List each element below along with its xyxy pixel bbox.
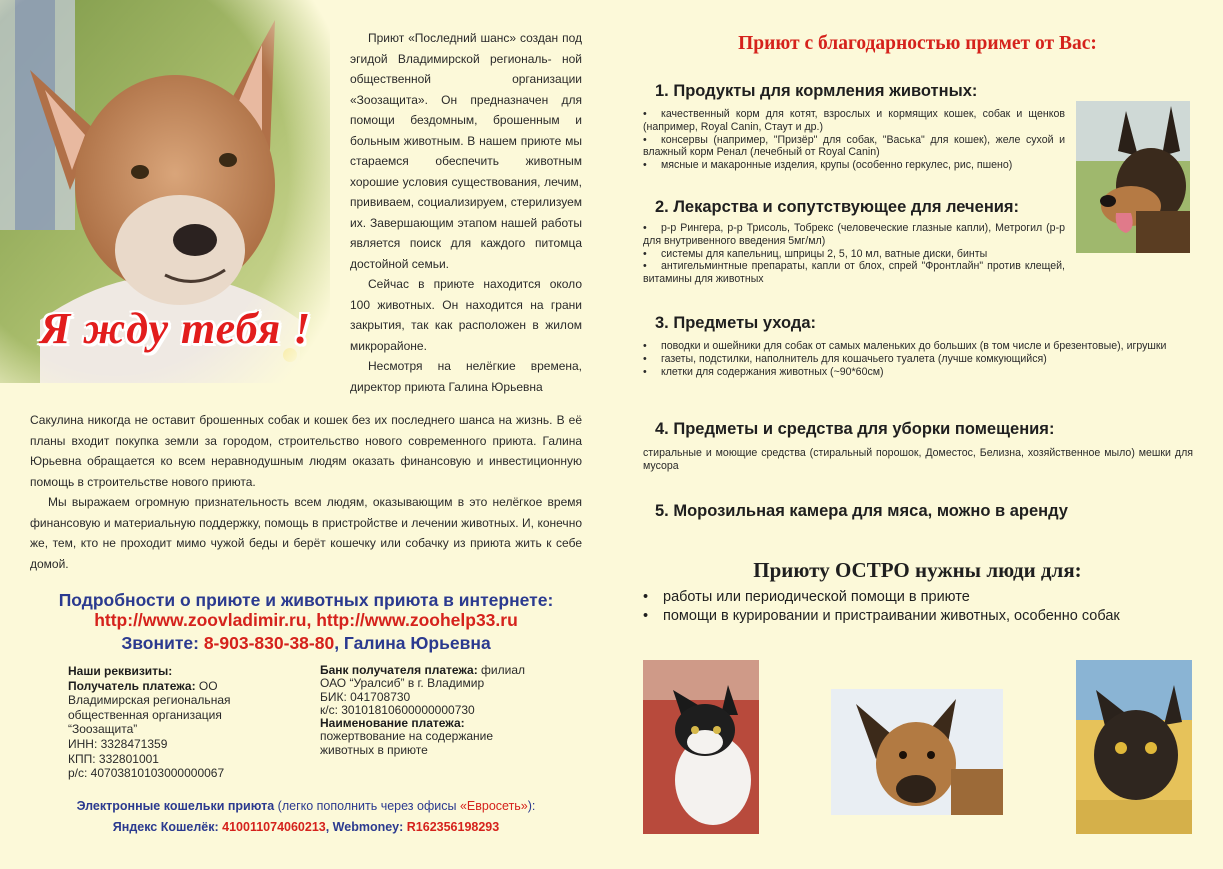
black-cat-illustration (1076, 660, 1192, 834)
section-3-title: 3. Предметы ухода: (655, 314, 817, 332)
intro-paragraph-2: Сейчас в приюте находится около 100 животных. Он находится на грани закрытия, так как расположен в жилом микрорайоне. (350, 277, 582, 353)
list-item: • антигельминтные препараты, капли от блох, спрей "Фронтлайн" против клещей, витамины для животных (643, 260, 1065, 286)
bank-value: филиал (477, 663, 526, 677)
call-line (0, 633, 612, 654)
intro-paragraph-1: Приют «Последний шанс» создан под эгидой Владимирской региональ- ной общественной организации «Зоозащита». Он предназначен для помощи бездомным, брошенным и больным животным. В нашем приюте мы стараемся обеспечить животным хорошие условия существования, лечим, прививаем, социализируем, стерилизуем их. Завершающим этапом нашей работы является поиск для каждого питомца достойной семьи. (350, 31, 582, 271)
list-item: • консервы (например, "Призёр" для собак, "Васька" для кошек), желе сухой и влажный корм Ренал (лечебный от Royal Canin) (643, 133, 1065, 159)
requisites-left (68, 664, 298, 781)
list-item: • качественный корм для котят, взрослых и кормящих кошек, собак и щенков (например, Royal Canin, Стаут и др.) (643, 108, 1065, 133)
section-2-list (643, 222, 1065, 286)
account-value: р/с: 40703810103000000067 (68, 766, 225, 781)
bik-value: БИК: 041708730 (320, 689, 411, 704)
list-item: • мясные и макаронные изделия, крупы (особенно геркулес, рис, пшено) (643, 159, 1013, 172)
list-item: • системы для капельниц, шприцы 2, 5, 10 мл, ватные диски, бинты (643, 247, 988, 260)
corr-account-value: к/с: 30101810600000000730 (320, 702, 475, 717)
intro-text (350, 28, 582, 397)
shepherd-dog-photo (1076, 101, 1190, 253)
bank-label: Банк получателя платежа: (320, 663, 478, 677)
bank-value-line2: ОАО “Уралсиб” в г. Владимир (320, 676, 485, 691)
inn-value: ИНН: 3328471359 (68, 736, 168, 751)
section-1-list (643, 108, 1065, 172)
internet-heading: Подробности о приюте и животных приюта в интернете: (58, 590, 554, 610)
section-3-list (643, 340, 1193, 378)
payee-value-line4: “Зоозащита” (68, 722, 138, 737)
donations-heading: Приют с благодарностью примет от Вас: (738, 33, 1097, 54)
purpose-label: Наименование платежа: (320, 716, 465, 731)
contact-name: , Галина Юрьевна (334, 633, 491, 653)
list-item: • р-р Рингера, р-р Трисоль, Тобрекс (человеческие глазные капли), Метрогил (р-р для внутривенного введения 5мг/мл) (643, 222, 1065, 247)
wallets-values: Яндекс Кошелёк: 410011074060213, Webmoney: R162356198293 (112, 820, 500, 834)
purpose-value-line2: животных в приюте (320, 742, 428, 757)
volunteers-list (643, 588, 1203, 626)
cat-illustration (643, 660, 759, 834)
volunteers-heading: Приюту ОСТРО нужны люди для: (753, 558, 1082, 582)
kpp-value: КПП: 332801001 (68, 751, 159, 766)
payee-value: ОО (195, 678, 218, 693)
section-2-title: 2. Лекарства и сопутствующее для лечения: (655, 198, 1020, 216)
paragraph-thanks: Мы выражаем огромную признательность всем людям, оказывающим в это нелёгкое время финансовую и материальную поддержку, помощь в пристройстве и лечении животных. И, конечно же, тем, кто не проходит мимо чужой беды и берёт кошечку или собачку из приюта жить к себе домой. (30, 495, 582, 571)
list-item: • помощи в курировании и пристраивании животных, особенно собак (643, 608, 1120, 624)
list-item: • газеты, подстилки, наполнитель для кошачьего туалета (лучше комкующийся) (643, 352, 1047, 365)
website-links[interactable]: http://www.zoovladimir.ru, http://www.zoohelp33.ru (94, 610, 518, 630)
cat-black-photo (1076, 660, 1192, 834)
payee-value-line2: Владимирская региональная (68, 693, 231, 708)
webmoney-wallet-number[interactable]: R162356198293 (406, 820, 500, 834)
list-item: • клетки для содержания животных (~90*60см) (643, 365, 884, 378)
dog-brown-photo (831, 689, 1003, 815)
paragraph-director: Сакулина никогда не оставит брошенных собак и кошек без их последнего шанса на жизнь. В её планы входит покупка земли за городом, строительство нового современного приюта. Галина Юрьевна обращается ко всем неравнодушным людям оказать финансовую и инвестиционную помощь в строительстве нового приюта. (30, 413, 582, 489)
phone-number[interactable]: 8-903-830-38-80 (203, 633, 335, 653)
cat-white-black-photo (643, 660, 759, 834)
requisites-heading: Наши реквизиты: (68, 664, 173, 678)
euroset-brand: «Евросеть» (459, 799, 528, 813)
call-label: Звоните: (121, 633, 199, 653)
intro-paragraph-3: Несмотря на нелёгкие времена, директор приюта Галина Юрьевна (350, 359, 582, 394)
section-4-title: 4. Предметы и средства для уборки помещения: (655, 420, 1055, 438)
shepherd-illustration (1076, 101, 1190, 253)
yandex-wallet-number[interactable]: 410011074060213 (222, 820, 326, 834)
section-5-title: 5. Морозильная камера для мяса, можно в аренду (655, 502, 1068, 520)
payee-label: Получатель платежа: (68, 678, 196, 693)
section-4-text: стиральные и моющие средства (стиральный порошок, Доместос, Белизна, хозяйственное мыло) мешки для мусора (643, 447, 1193, 472)
list-item: • работы или периодической помощи в приюте (643, 589, 970, 605)
list-item: • поводки и ошейники для собак от самых маленьких до больших (в том числе и брезентовые), игрушки (643, 340, 1167, 352)
purpose-value: пожертвование на содержание (320, 729, 494, 744)
wallets-heading: Электронные кошельки приюта (легко пополнить через офисы «Евросеть»): (76, 799, 536, 813)
section-1-title: 1. Продукты для кормления животных: (655, 82, 978, 100)
dog-illustration-2 (831, 689, 1003, 815)
body-text-full (30, 410, 582, 574)
slogan-text: Я жду тебя ! (40, 304, 312, 353)
requisites-right (320, 664, 580, 757)
payee-value-line3: общественная организация (68, 707, 222, 722)
